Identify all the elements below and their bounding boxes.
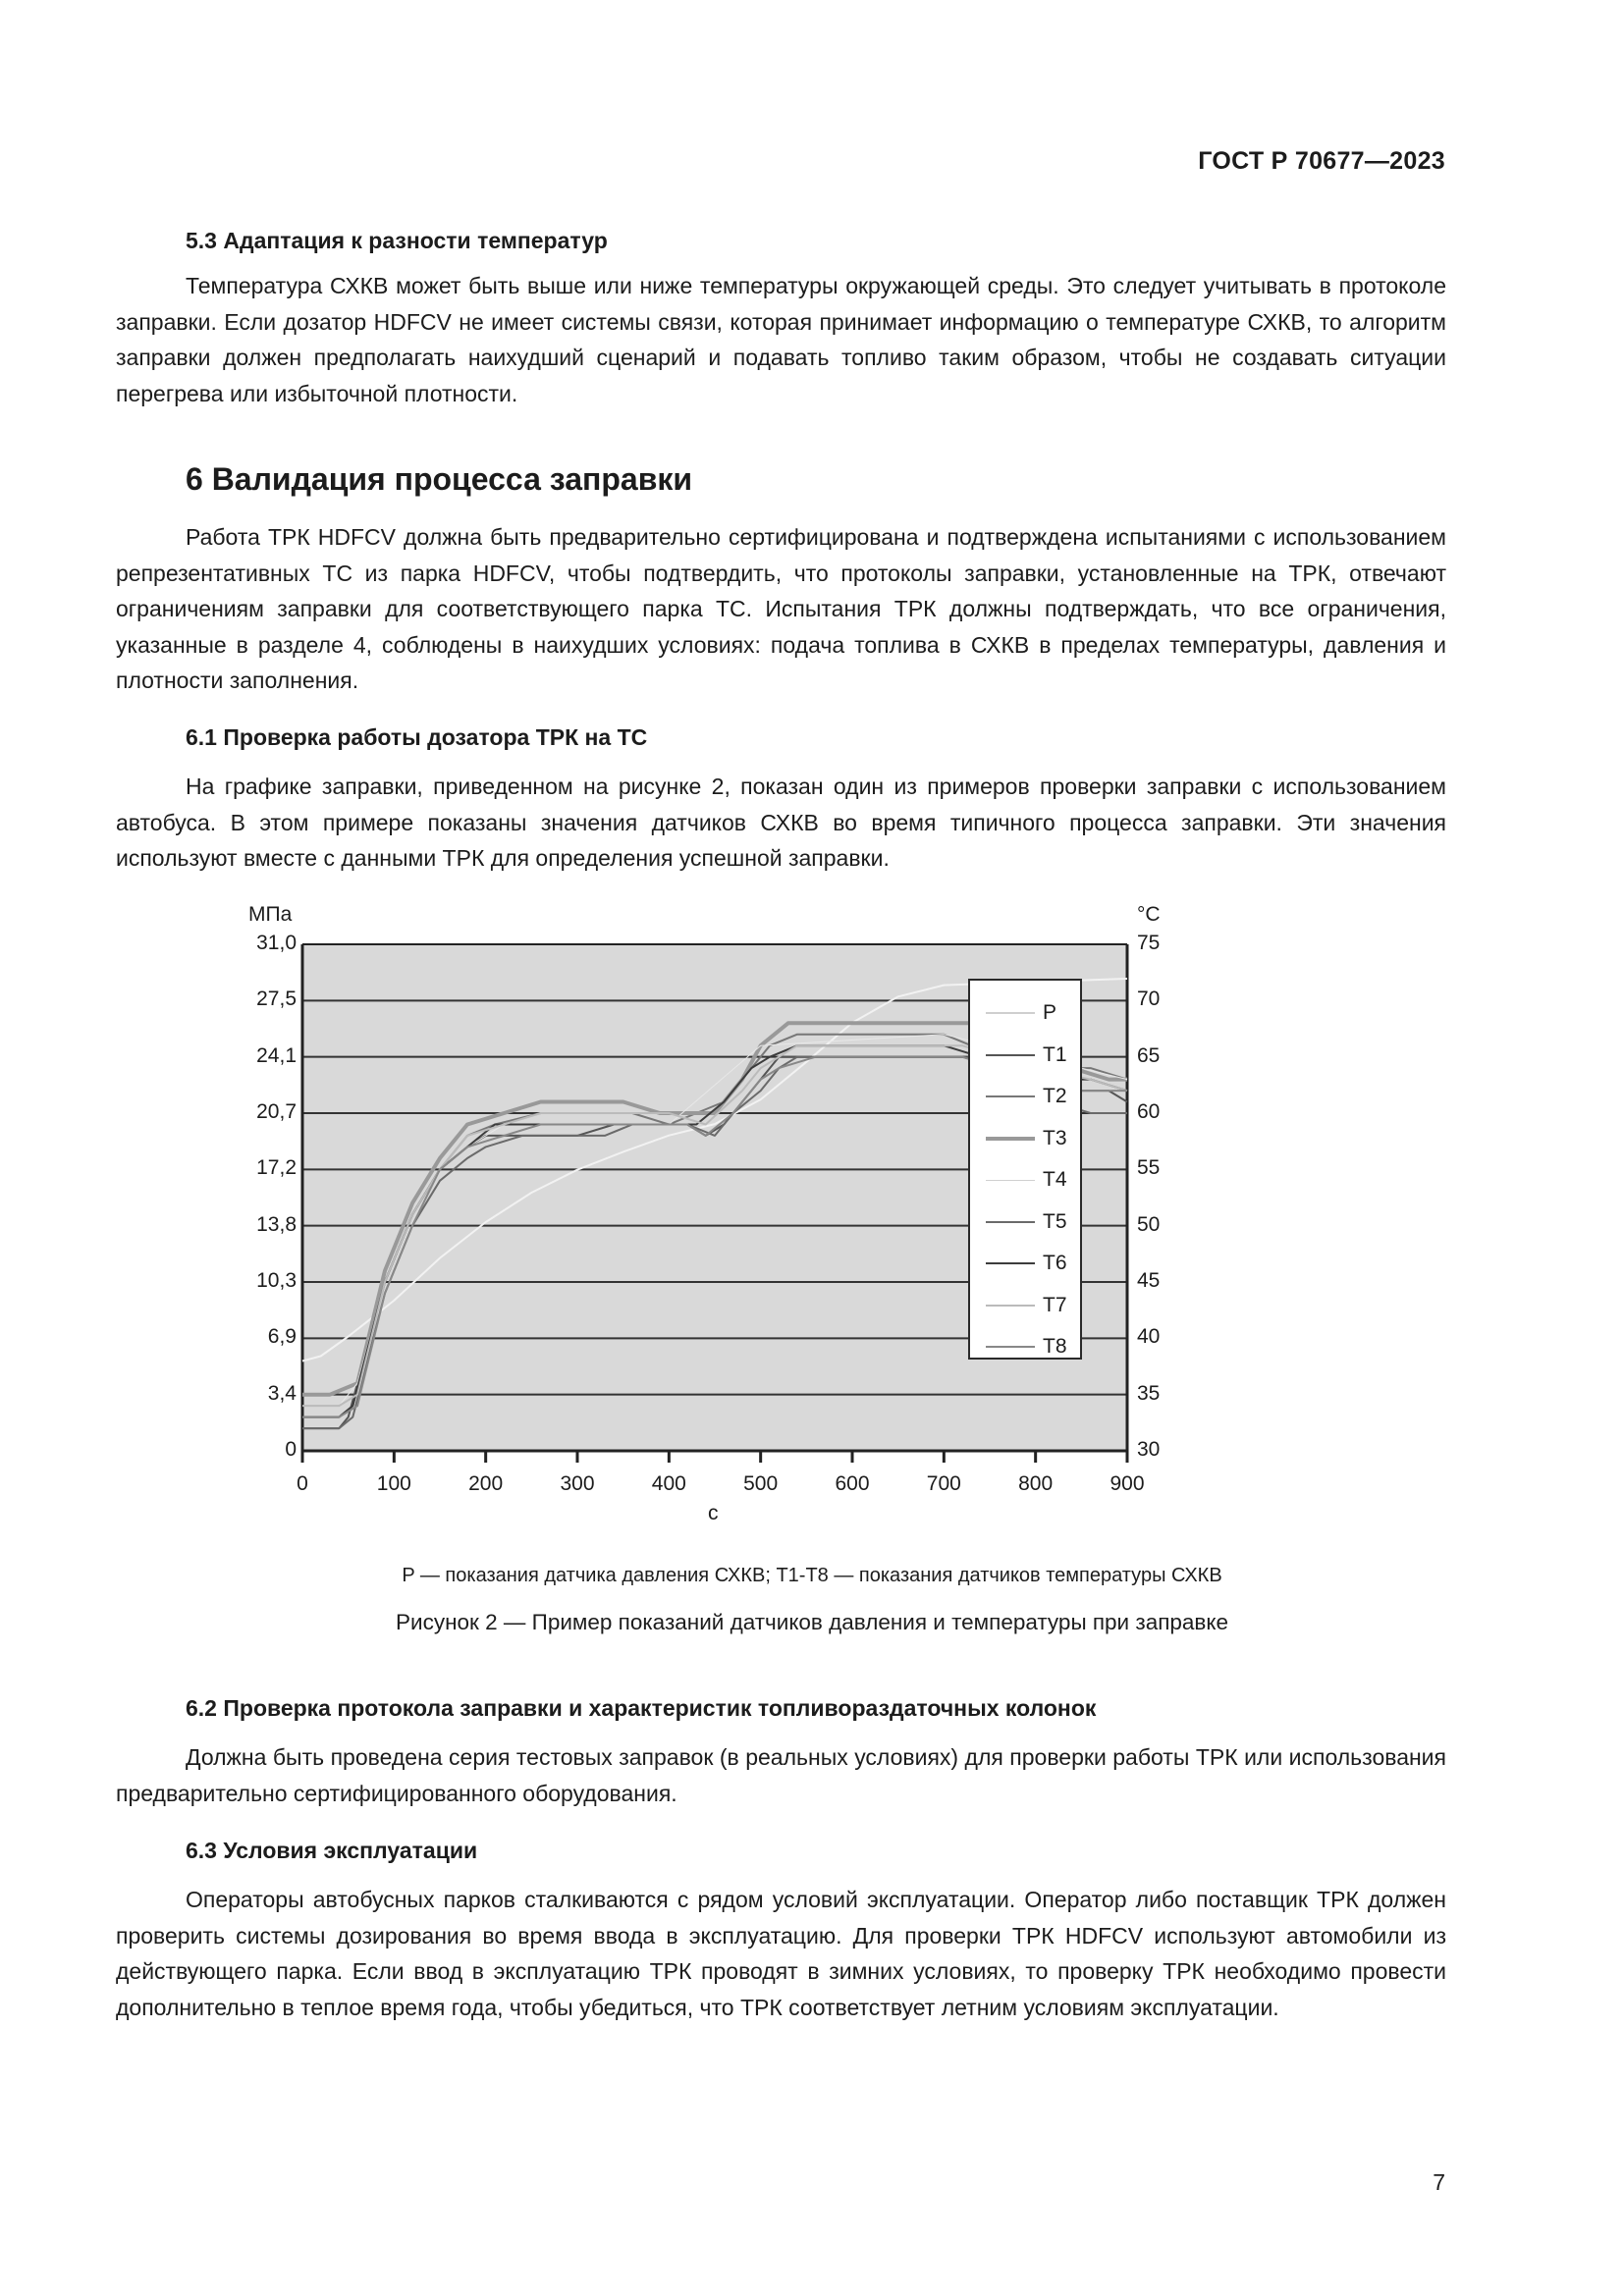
x-tick-label: 300 <box>560 1472 595 1495</box>
y-left-tick: 3,4 <box>267 1381 297 1405</box>
legend-label: T8 <box>1043 1335 1067 1358</box>
legend-swatch <box>986 1305 1035 1307</box>
page-number: 7 <box>1433 2169 1445 2195</box>
y-right-tick: 50 <box>1137 1212 1161 1236</box>
x-tick-label: 900 <box>1110 1472 1145 1495</box>
paragraph: Операторы автобусных парков сталкиваются с рядом условий эксплуатации. Оператор либо поставщик ТРК должен проверить системы дозирования во время ввода в эксплуатацию. Для проверки ТРК HDFCV используют автомобили из действующего парка. Если ввод в эксплуатацию ТРК проводят в зимних условиях, то проверку ТРК необходимо провести дополнительно в теплое время года, чтобы убедиться, что ТРК соответствует летним условиям эксплуатации. <box>116 1887 1446 2020</box>
y-left-tick: 31,0 <box>256 932 297 954</box>
chart-legend <box>968 979 1082 1360</box>
legend-swatch <box>986 1346 1035 1348</box>
paragraph: Работа ТРК HDFCV должна быть предварительно сертифицирована и подтверждена испытаниями с использованием репрезентативных ТС из парка HDFCV, чтобы подтвердить, что протоколы заправки, установленные на ТРК, отвечают ограничениям заправки для соответствующего парка ТС. Испытания ТРК должны подтверждать, что все ограничения, указанные в разделе 4, соблюдены в наихудших условиях: подача топлива в СХКВ в пределах температуры, давления и плотности заполнения. <box>116 524 1446 693</box>
y-right-tick: 55 <box>1137 1156 1161 1180</box>
y-right-tick: 45 <box>1137 1269 1161 1292</box>
legend-swatch <box>986 1221 1035 1223</box>
y-left-tick: 0 <box>285 1438 297 1461</box>
x-tick-label: 600 <box>835 1472 870 1495</box>
section-heading: 6.2 Проверка протокола заправки и характеристик топливораздаточных колонок <box>186 1695 1097 1721</box>
y-right-tick: 60 <box>1137 1100 1161 1123</box>
y-left-tick: 27,5 <box>256 988 297 1011</box>
x-tick-label: 800 <box>1018 1472 1054 1495</box>
paragraph: Температура СХКВ может быть выше или ниже температуры окружающей среды. Это следует учитывать в протоколе заправки. Если дозатор HDFCV не имеет системы связи, которая принимает информацию о температуре СХКВ, то алгоритм заправки должен предполагать наихудший сценарий и подавать топливо таким образом, чтобы не создавать ситуации перегрева или избыточной плотности. <box>116 273 1446 406</box>
legend-swatch <box>986 1180 1035 1181</box>
legend-item-t3 <box>986 1124 1067 1153</box>
section-6-2 <box>116 1695 1446 1811</box>
legend-label: P <box>1043 1001 1057 1024</box>
y-left-tick: 17,2 <box>256 1156 297 1180</box>
section-heading: 6.1 Проверка работы дозатора ТРК на ТС <box>186 724 648 750</box>
legend-swatch <box>986 1012 1035 1014</box>
y-right-tick: 35 <box>1137 1381 1161 1405</box>
legend-item-t5 <box>986 1207 1067 1237</box>
y-right-tick: 30 <box>1137 1438 1161 1461</box>
document-code: ГОСТ Р 70677—2023 <box>1198 147 1445 175</box>
section-heading: 5.3 Адаптация к разности температур <box>186 228 608 253</box>
legend-label: T1 <box>1043 1042 1067 1066</box>
legend-swatch <box>986 1137 1035 1141</box>
chapter-heading: 6 Валидация процесса заправки <box>186 461 693 497</box>
legend-item-t6 <box>986 1249 1067 1278</box>
legend-label: T3 <box>1043 1126 1067 1149</box>
legend-item-t8 <box>986 1332 1067 1362</box>
y-left-tick: 6,9 <box>267 1325 297 1349</box>
x-tick-label: 0 <box>297 1472 308 1495</box>
y-right-unit: °С <box>1137 903 1161 926</box>
x-tick-label: 200 <box>468 1472 504 1495</box>
legend-label: T6 <box>1043 1252 1067 1274</box>
x-tick-label: 700 <box>926 1472 961 1495</box>
legend-item-t1 <box>986 1041 1067 1070</box>
y-right-tick: 75 <box>1137 932 1161 954</box>
legend-swatch <box>986 1095 1035 1097</box>
y-right-tick: 40 <box>1137 1325 1161 1349</box>
y-right-tick: 65 <box>1137 1043 1161 1067</box>
x-axis-unit: с <box>708 1502 719 1524</box>
x-tick-label: 100 <box>376 1472 411 1495</box>
figure-caption: Рисунок 2 — Пример показаний датчиков давления и температуры при заправке <box>396 1610 1228 1634</box>
figure-note: P — показания датчика давления СХКВ; T1-T8 — показания датчиков температуры СХКВ <box>402 1565 1222 1586</box>
legend-label: T7 <box>1043 1293 1067 1316</box>
y-left-tick: 20,7 <box>256 1100 297 1123</box>
y-left-tick: 13,8 <box>256 1212 297 1236</box>
paragraph: Должна быть проведена серия тестовых заправок (в реальных условиях) для проверки работы ТРК или использования предварительно сертифицированного оборудования. <box>116 1744 1446 1806</box>
legend-item-t2 <box>986 1082 1067 1111</box>
legend-swatch <box>986 1054 1035 1056</box>
section-heading: 6.3 Условия эксплуатации <box>186 1838 478 1863</box>
legend-item-t7 <box>986 1291 1067 1320</box>
legend-item-p <box>986 998 1056 1028</box>
legend-item-t4 <box>986 1165 1067 1195</box>
y-left-unit: МПа <box>248 903 293 926</box>
x-tick-label: 400 <box>651 1472 686 1495</box>
x-tick-label: 500 <box>743 1472 779 1495</box>
y-left-tick: 24,1 <box>256 1043 297 1067</box>
legend-swatch <box>986 1262 1035 1264</box>
y-right-tick: 70 <box>1137 988 1161 1011</box>
paragraph: На графике заправки, приведенном на рисунке 2, показан один из примеров проверки заправки с использованием автобуса. В этом примере показаны значения датчиков СХКВ во время типичного процесса заправки. Эти значения используют вместе с данными ТРК для определения успешной заправки. <box>116 774 1446 871</box>
y-left-tick: 10,3 <box>256 1269 297 1292</box>
legend-label: T4 <box>1043 1168 1067 1191</box>
legend-label: T2 <box>1043 1085 1067 1107</box>
legend-label: T5 <box>1043 1209 1067 1233</box>
section-6-3 <box>116 1838 1446 2025</box>
